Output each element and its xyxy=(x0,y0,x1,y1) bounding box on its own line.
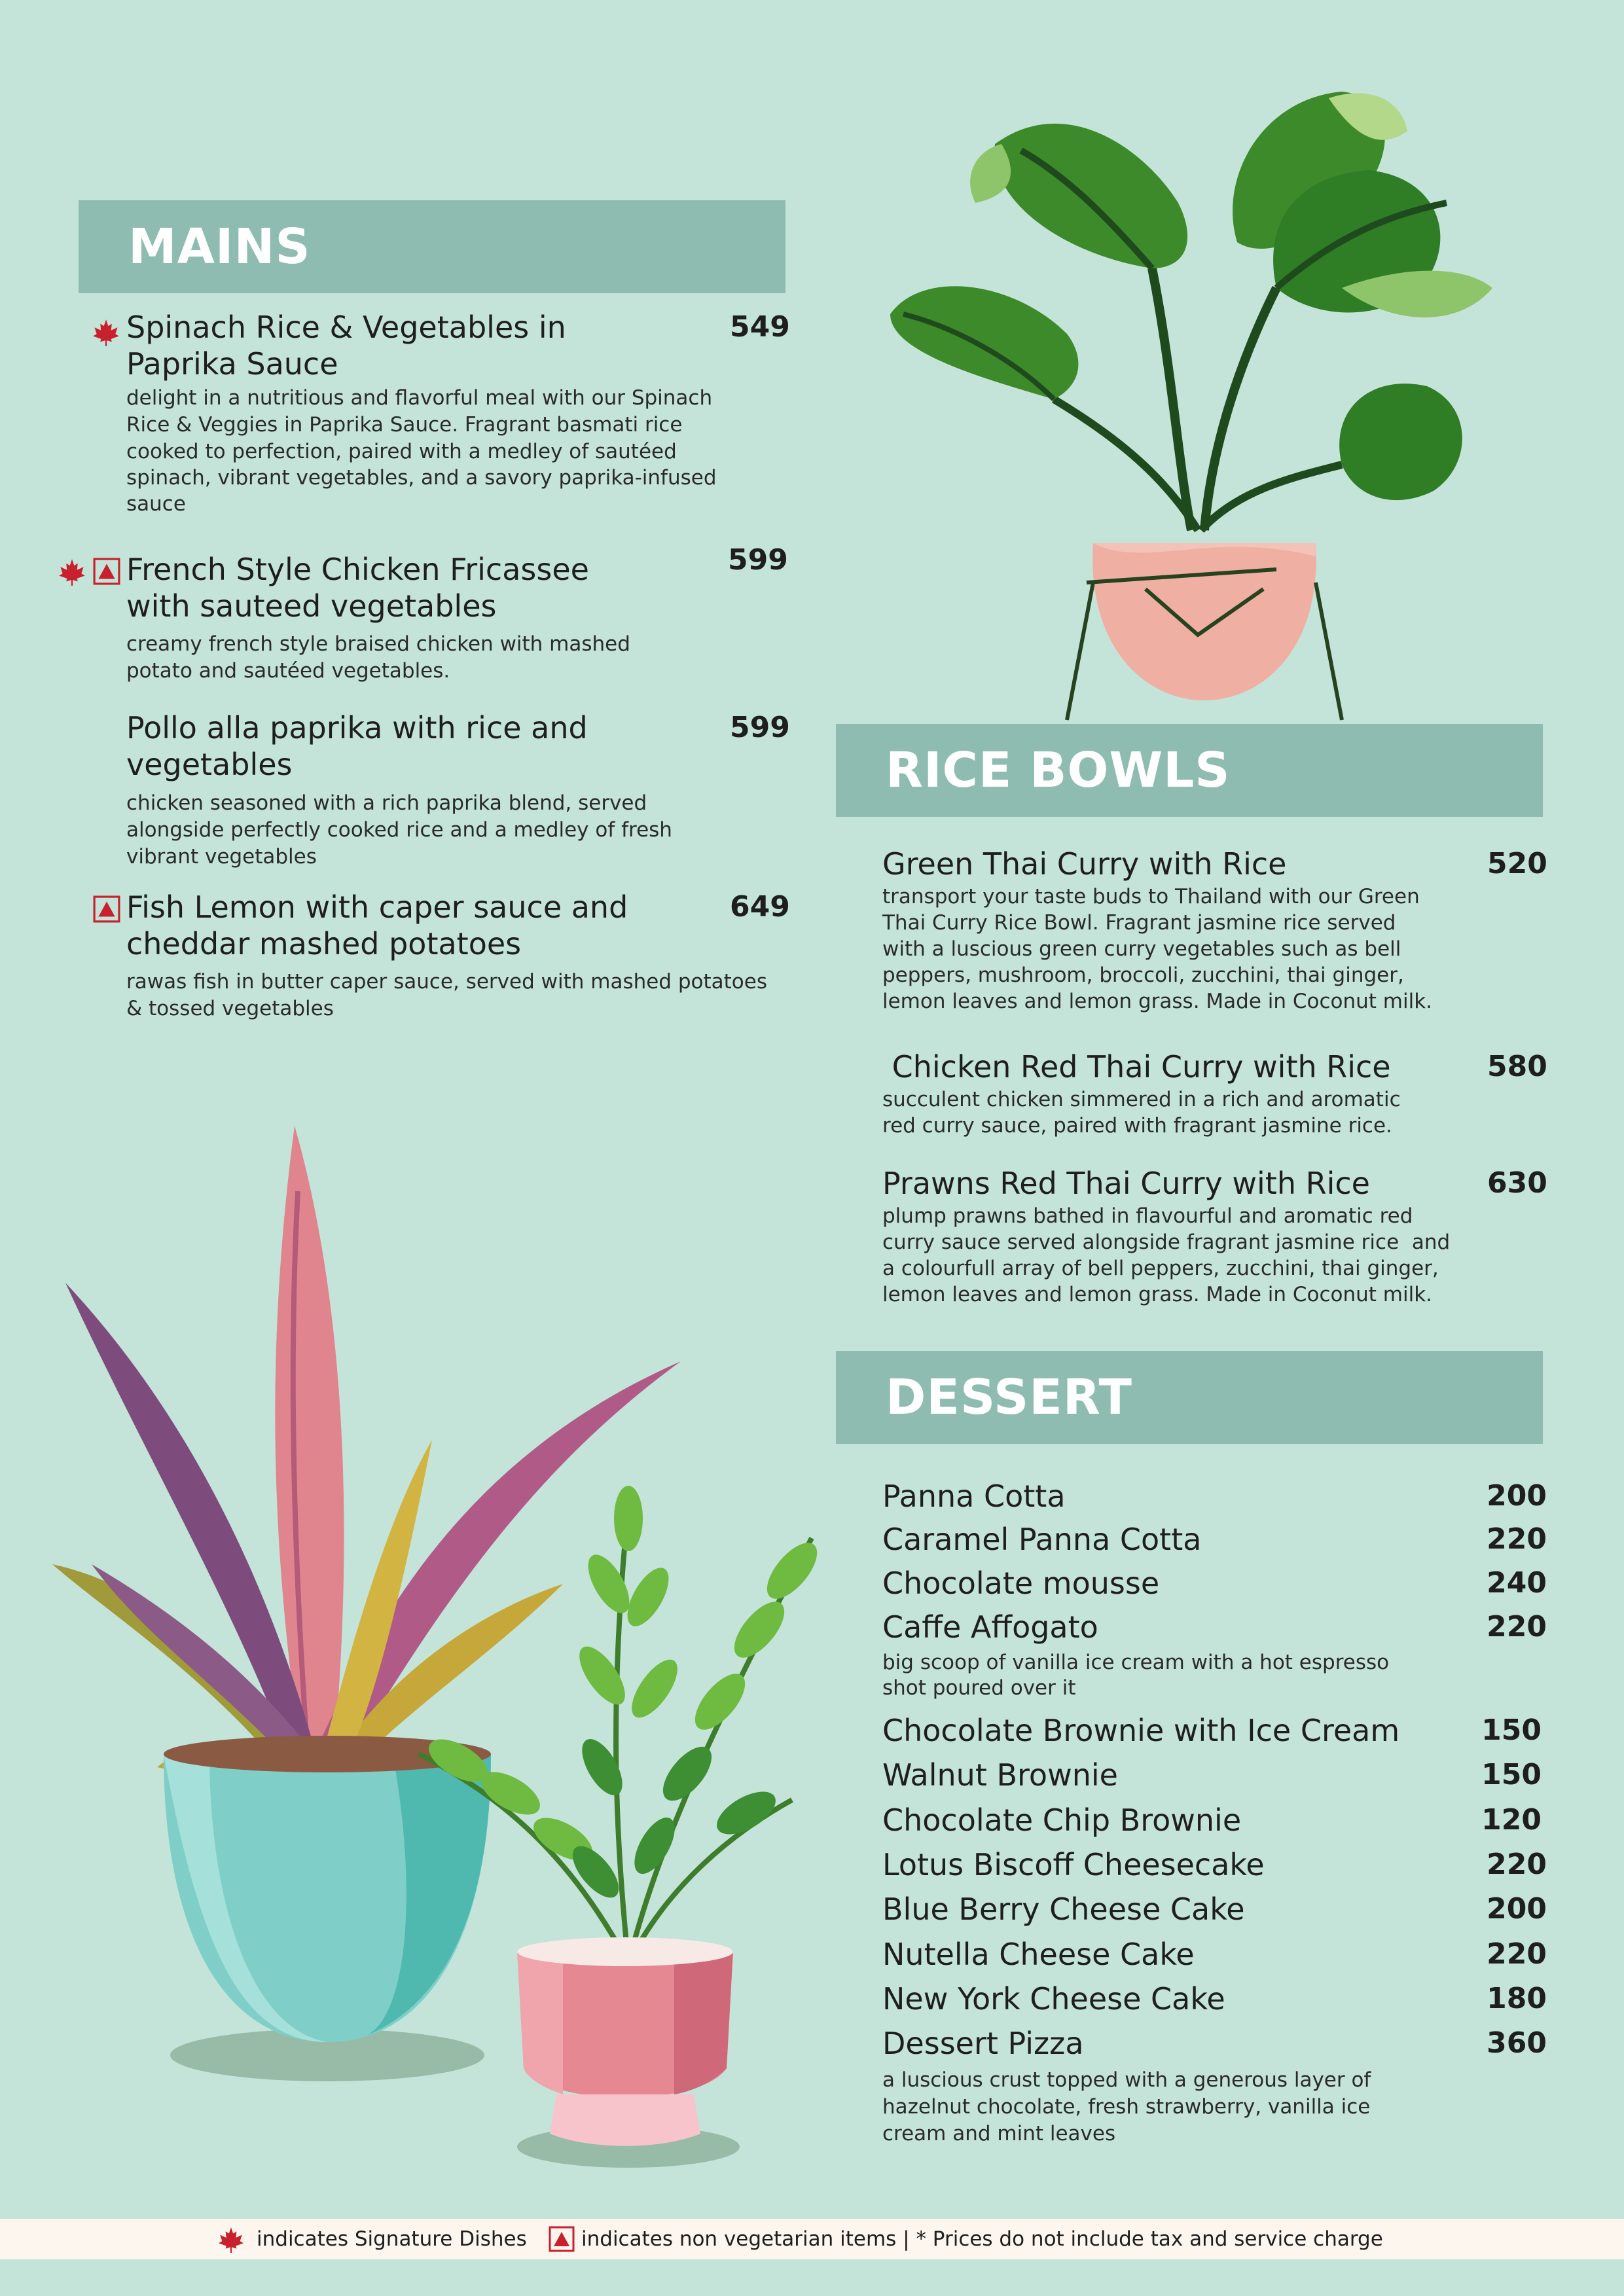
rice-bowl-desc-line: peppers, mushroom, broccoli, zucchini, thai ginger, xyxy=(882,963,1404,987)
mains-item-desc-line: vibrant vegetables xyxy=(126,845,317,869)
rice-bowl-name: Prawns Red Thai Curry with Rice xyxy=(882,1166,1370,1201)
rice-bowl-desc-line: Thai Curry Rice Bowl. Fragrant jasmine rice served xyxy=(882,911,1396,935)
footer-legend xyxy=(0,2219,1624,2259)
dessert-item xyxy=(882,1562,1547,1604)
mains-item-price: 549 xyxy=(730,310,790,344)
mains-item-name-cont: Paprika Sauce xyxy=(126,346,338,382)
rice-bowl-desc-line: transport your taste buds to Thailand with our Green xyxy=(882,885,1420,908)
dessert-name: Nutella Cheese Cake xyxy=(882,1937,1195,1972)
non-veg-triangle-icon xyxy=(549,2226,575,2252)
dessert-price: 360 xyxy=(1487,2026,1547,2060)
dessert-item xyxy=(882,1475,1547,1517)
rice-bowl-desc-line: a colourfull array of bell peppers, zucchini, thai ginger, xyxy=(882,1257,1439,1280)
mains-item-desc-line: spinach, vibrant vegetables, and a savory paprika-infused xyxy=(126,466,717,490)
dessert-price: 220 xyxy=(1487,1610,1547,1643)
mains-banner xyxy=(79,200,785,293)
dessert-desc-line: a luscious crust topped with a generous layer of xyxy=(882,2068,1371,2092)
rice-bowl-price: 520 xyxy=(1487,847,1547,880)
maple-leaf-icon xyxy=(92,318,120,347)
mains-item-desc-line: alongside perfectly cooked rice and a medley of fresh xyxy=(126,818,672,842)
dessert-name: Blue Berry Cheese Cake xyxy=(882,1892,1245,1927)
dessert-item xyxy=(882,1888,1547,1930)
plant-illustration-top xyxy=(871,72,1506,726)
mains-item-name: Pollo alla paprika with rice and xyxy=(126,710,588,745)
maple-leaf-icon xyxy=(217,2226,245,2253)
rice-bowl-desc-line: curry sauce served alongside fragrant jasmine rice and xyxy=(882,1230,1451,1254)
dessert-banner xyxy=(836,1351,1543,1444)
mains-item-name-cont: cheddar mashed potatoes xyxy=(126,926,522,961)
dessert-name: New York Cheese Cake xyxy=(882,1981,1225,2017)
footer-nonveg-text: indicates non vegetarian items | * Prices do not include tax and service charge xyxy=(581,2227,1383,2251)
dessert-item xyxy=(882,1799,1547,1841)
rice-bowl-desc-line: succulent chicken simmered in a rich and aromatic xyxy=(882,1088,1401,1111)
dessert-item xyxy=(882,1754,1547,1796)
dessert-name: Dessert Pizza xyxy=(882,2026,1084,2061)
dessert-price: 220 xyxy=(1487,1848,1547,1881)
non-veg-triangle-icon xyxy=(93,895,120,923)
dessert-name: Lotus Biscoff Cheesecake xyxy=(882,1847,1265,1882)
mains-item-price: 649 xyxy=(730,890,790,924)
dessert-item xyxy=(882,1933,1547,1975)
rice-bowl-desc-line: red curry sauce, paired with fragrant jasmine rice. xyxy=(882,1114,1392,1138)
rice-bowls-banner xyxy=(836,724,1543,817)
rice-bowl-desc-line: lemon leaves and lemon grass. Made in Coconut milk. xyxy=(882,1283,1433,1306)
rice-bowl-desc-line: with a luscious green curry vegetables such as bell xyxy=(882,937,1401,961)
rice-bowl-price: 630 xyxy=(1487,1166,1547,1200)
mains-item-desc-line: rawas fish in butter caper sauce, served with mashed potatoes xyxy=(126,970,767,994)
rice-bowl-name: Green Thai Curry with Rice xyxy=(882,846,1287,882)
footer-signature-text: indicates Signature Dishes xyxy=(257,2227,527,2251)
dessert-name: Caffe Affogato xyxy=(882,1609,1098,1645)
dessert-title: DESSERT xyxy=(886,1369,1132,1426)
dessert-item xyxy=(882,1606,1547,1648)
mains-item-name: Fish Lemon with caper sauce and xyxy=(126,889,628,925)
mains-item-name-cont: vegetables xyxy=(126,747,293,782)
mains-title: MAINS xyxy=(128,219,311,275)
mains-item-desc-line: creamy french style braised chicken with mashed xyxy=(126,632,630,656)
mains-item-name: French Style Chicken Fricassee xyxy=(126,552,589,587)
dessert-desc-line: hazelnut chocolate, fresh strawberry, vanilla ice xyxy=(882,2095,1371,2119)
dessert-item xyxy=(882,1518,1547,1560)
dessert-item xyxy=(882,1978,1547,2020)
dessert-item xyxy=(882,1710,1547,1751)
maple-leaf-icon xyxy=(58,558,86,586)
mains-item-desc-line: potato and sautéed vegetables. xyxy=(126,659,450,683)
mains-item-price: 599 xyxy=(730,711,790,744)
dessert-name: Caramel Panna Cotta xyxy=(882,1522,1202,1557)
dessert-item xyxy=(882,2022,1547,2064)
dessert-price: 240 xyxy=(1487,1566,1547,1600)
rice-bowls-title: RICE BOWLS xyxy=(886,742,1231,798)
plants-illustration-bottom xyxy=(39,1113,838,2199)
dessert-price: 150 xyxy=(1481,1758,1542,1791)
rice-bowl-desc-line: lemon leaves and lemon grass. Made in Coconut milk. xyxy=(882,990,1433,1013)
dessert-desc-line: cream and mint leaves xyxy=(882,2122,1116,2145)
mains-item-desc-line: Rice & Veggies in Paprika Sauce. Fragrant basmati rice xyxy=(126,413,683,437)
dessert-price: 180 xyxy=(1487,1982,1547,2015)
mains-item-desc-line: & tossed vegetables xyxy=(126,997,334,1020)
dessert-price: 220 xyxy=(1487,1937,1547,1971)
dessert-name: Chocolate mousse xyxy=(882,1566,1160,1601)
dessert-price: 150 xyxy=(1481,1713,1542,1747)
dessert-price: 220 xyxy=(1487,1522,1547,1556)
mains-item-desc-line: sauce xyxy=(126,492,186,516)
dessert-price: 200 xyxy=(1487,1479,1547,1513)
dessert-name: Chocolate Brownie with Ice Cream xyxy=(882,1713,1400,1748)
non-veg-triangle-icon xyxy=(93,558,120,585)
mains-item-price: 599 xyxy=(728,543,788,577)
dessert-name: Panna Cotta xyxy=(882,1479,1066,1514)
mains-item-desc-line: chicken seasoned with a rich paprika blend, served xyxy=(126,791,647,815)
mains-item-desc-line: delight in a nutritious and flavorful meal with our Spinach xyxy=(126,386,713,410)
mains-item-name: Spinach Rice & Vegetables in xyxy=(126,310,566,345)
dessert-price: 200 xyxy=(1487,1892,1547,1926)
rice-bowl-price: 580 xyxy=(1487,1050,1547,1083)
dessert-desc-line: big scoop of vanilla ice cream with a hot espresso xyxy=(882,1651,1390,1674)
dessert-name: Chocolate Chip Brownie xyxy=(882,1803,1242,1838)
mains-item-desc-line: cooked to perfection, paired with a medley of sautéed xyxy=(126,440,677,463)
mains-item-name-cont: with sauteed vegetables xyxy=(126,588,497,624)
dessert-item xyxy=(882,1844,1547,1886)
rice-bowl-name: Chicken Red Thai Curry with Rice xyxy=(882,1049,1391,1085)
dessert-price: 120 xyxy=(1481,1803,1542,1837)
dessert-name: Walnut Brownie xyxy=(882,1757,1118,1793)
rice-bowl-desc-line: plump prawns bathed in flavourful and aromatic red xyxy=(882,1204,1413,1228)
dessert-desc-line: shot poured over it xyxy=(882,1676,1076,1700)
